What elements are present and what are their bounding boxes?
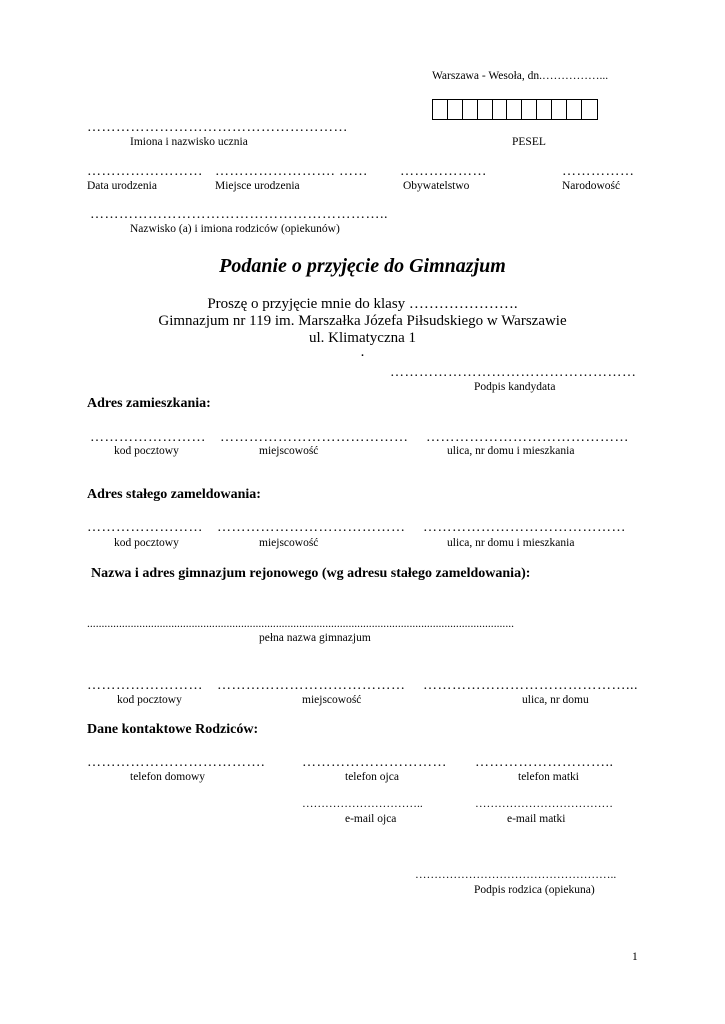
registration-street-label: ulica, nr domu i mieszkania [447, 537, 575, 549]
student-name-field[interactable]: ……………………………………………… [87, 120, 348, 135]
pesel-digit-box[interactable] [448, 100, 463, 119]
pesel-digit-box[interactable] [582, 100, 597, 119]
pesel-digit-box[interactable] [507, 100, 522, 119]
birth-place-label: Miejsce urodzenia [215, 180, 300, 192]
district-school-city-field[interactable]: ………………………………… [217, 678, 406, 693]
registration-heading: Adres stałego zameldowania: [87, 487, 261, 502]
residence-postal-field[interactable]: …………………… [90, 430, 206, 445]
registration-postal-field[interactable]: …………………… [87, 520, 203, 535]
father-email-label: e-mail ojca [345, 813, 397, 825]
pesel-digit-box[interactable] [522, 100, 537, 119]
contacts-heading: Dane kontaktowe Rodziców: [87, 722, 259, 737]
registration-city-field[interactable]: ………………………………… [217, 520, 406, 535]
pesel-digit-box[interactable] [478, 100, 493, 119]
parents-name-field[interactable]: …………………………………………………….. [90, 207, 388, 222]
pesel-digit-box[interactable] [493, 100, 508, 119]
candidate-signature-label: Podpis kandydata [474, 381, 556, 393]
father-email-field[interactable]: ………………………….. [302, 798, 423, 810]
district-school-postal-label: kod pocztowy [117, 694, 182, 706]
home-phone-label: telefon domowy [130, 771, 206, 783]
document-title: Podanie o przyjęcie do Gimnazjum [219, 255, 506, 277]
candidate-signature-field[interactable]: …………………………………………… [390, 365, 637, 380]
residence-street-field[interactable]: …………………………………… [426, 430, 629, 445]
registration-city-label: miejscowość [259, 537, 319, 549]
nationality-label: Narodowość [562, 180, 621, 192]
district-school-heading: Nazwa i adres gimnazjum rejonowego (wg adresu stałego zameldowania): [91, 566, 531, 581]
request-line-address: ul. Klimatyczna 1 [308, 330, 417, 346]
registration-postal-label: kod pocztowy [114, 537, 179, 549]
citizenship-field[interactable]: ……………… [400, 164, 487, 179]
mother-phone-label: telefon matki [518, 771, 579, 783]
birth-date-field[interactable]: …………………… [87, 164, 203, 179]
pesel-digit-box[interactable] [433, 100, 448, 119]
student-name-label: Imiona i nazwisko ucznia [130, 136, 248, 148]
residence-city-label: miejscowość [259, 445, 319, 457]
mother-email-label: e-mail matki [507, 813, 566, 825]
father-phone-label: telefon ojca [345, 771, 399, 783]
father-phone-field[interactable]: ………………………… [302, 755, 447, 770]
district-school-city-label: miejscowość [302, 694, 362, 706]
parent-signature-label: Podpis rodzica (opiekuna) [474, 884, 595, 896]
mother-email-field[interactable]: ……………………………… [475, 798, 613, 810]
birth-place-field[interactable]: ……………………. …… [215, 164, 368, 179]
residence-street-label: ulica, nr domu i mieszkania [447, 445, 575, 457]
residence-city-field[interactable]: ………………………………… [220, 430, 409, 445]
pesel-boxes[interactable] [432, 99, 598, 120]
district-school-street-label: ulica, nr domu [522, 694, 589, 706]
registration-street-field[interactable]: …………………………………… [423, 520, 626, 535]
page-number: 1 [632, 951, 638, 963]
request-line-school: Gimnazjum nr 119 im. Marszałka Józefa Piłsudskiego w Warszawie [158, 313, 567, 329]
pesel-digit-box[interactable] [463, 100, 478, 119]
district-school-street-field[interactable]: ……………………………………... [423, 678, 638, 693]
mother-phone-field[interactable]: ……………………….. [475, 755, 614, 770]
birth-date-label: Data urodzenia [87, 180, 157, 192]
pesel-digit-box[interactable] [552, 100, 567, 119]
residence-postal-label: kod pocztowy [114, 445, 179, 457]
citizenship-label: Obywatelstwo [403, 180, 470, 192]
pesel-label: PESEL [512, 136, 546, 148]
parents-name-label: Nazwisko (a) i imiona rodziców (opiekunów) [130, 223, 340, 235]
home-phone-field[interactable]: ………………………………. [87, 755, 265, 770]
district-school-name-field[interactable]: ................................................................................................................................................... [87, 618, 515, 630]
residence-heading: Adres zamieszkania: [87, 396, 211, 411]
nationality-field[interactable]: …………… [562, 164, 635, 179]
parent-signature-field[interactable]: …………………………………………….. [415, 869, 617, 881]
pesel-digit-box[interactable] [567, 100, 582, 119]
district-school-postal-field[interactable]: …………………… [87, 678, 203, 693]
request-line-dot: . [360, 344, 365, 360]
place-date: Warszawa - Wesoła, dn.……………... [432, 70, 609, 82]
request-line-class[interactable]: Proszę o przyjęcie mnie do klasy …………………. [207, 296, 518, 312]
district-school-name-label: pełna nazwa gimnazjum [259, 632, 371, 644]
pesel-digit-box[interactable] [537, 100, 552, 119]
